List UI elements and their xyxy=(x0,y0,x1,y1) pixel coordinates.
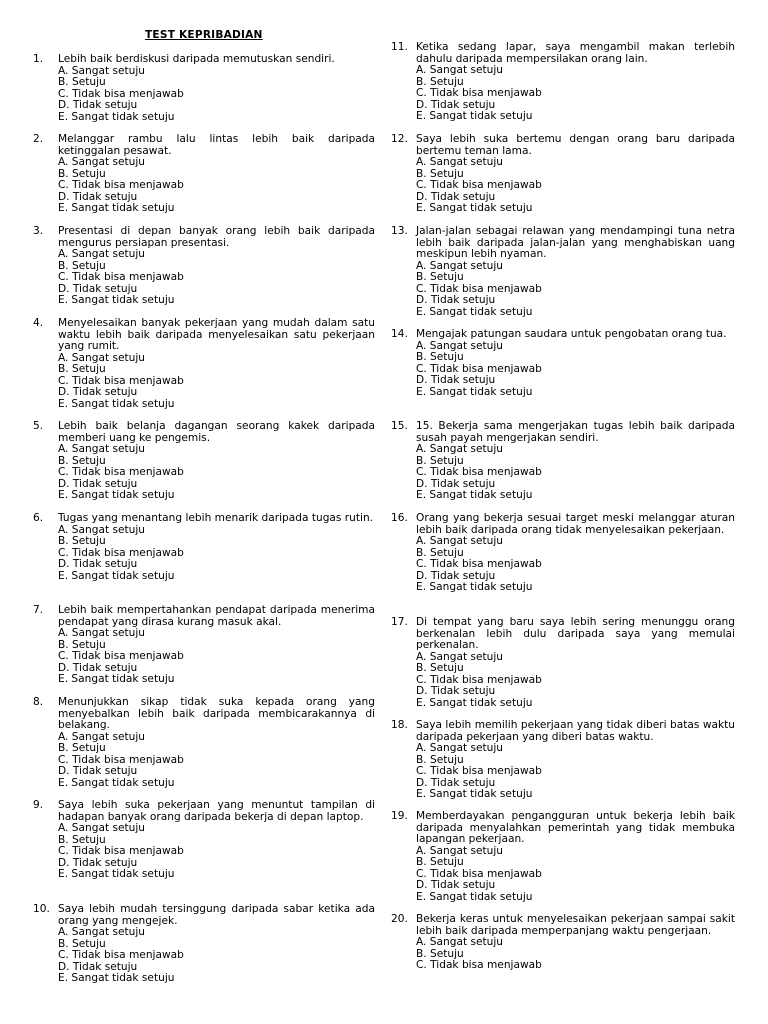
option-b[interactable]: B. Setuju xyxy=(58,535,106,547)
answer-options xyxy=(391,536,735,594)
option-d[interactable]: D. Tidak setuju xyxy=(416,569,496,582)
option-a[interactable]: A. Sangat setuju xyxy=(58,926,146,938)
answer-options xyxy=(33,157,375,215)
question-11 xyxy=(391,42,735,123)
answer-options xyxy=(391,652,735,710)
question-text: Ketika sedang lapar, saya mengambil makan terlebih dahulu daripada mempersilakan orang lain. xyxy=(416,41,735,65)
option-d[interactable]: D. Tidak setuju xyxy=(58,558,138,570)
option-a[interactable]: A. Sangat setuju xyxy=(416,742,504,754)
question-number: 15. xyxy=(391,420,408,432)
option-a[interactable]: A. Sangat setuju xyxy=(58,351,146,364)
option-c[interactable]: C. Tidak bisa menjawab xyxy=(58,546,184,559)
option-c[interactable]: C. Tidak bisa menjawab xyxy=(416,87,542,99)
option-c[interactable]: C. Tidak bisa menjawab xyxy=(58,271,184,283)
question-number: 4. xyxy=(33,317,44,329)
option-d[interactable]: D. Tidak setuju xyxy=(416,685,496,697)
option-d[interactable]: D. Tidak setuju xyxy=(58,856,138,869)
option-b[interactable]: B. Setuju xyxy=(58,833,106,846)
question-text: Lebih baik mempertahankan pendapat daripada menerima pendapat yang dirasa kurang masuk akal. xyxy=(58,604,375,628)
question-text: Lebih baik berdiskusi daripada memutuskan sendiri. xyxy=(58,53,335,65)
question-text: Orang yang bekerja sesuai target meski melanggar aturan lebih baik daripada orang tidak menyelesaikan pekerjaan. xyxy=(416,512,735,536)
question-text: Bekerja keras untuk menyelesaikan pekerjaan sampai sakit lebih baik daripada memperpanjang waktu pengerjaan. xyxy=(416,913,735,937)
option-a[interactable]: A. Sangat setuju xyxy=(58,64,146,77)
option-e[interactable]: E. Sangat tidak setuju xyxy=(58,673,175,685)
option-b[interactable]: B. Setuju xyxy=(416,753,464,766)
answer-options xyxy=(391,261,735,319)
option-d[interactable]: D. Tidak setuju xyxy=(416,190,496,203)
option-d[interactable]: D. Tidak setuju xyxy=(58,661,138,674)
answer-options xyxy=(391,341,735,399)
question-12 xyxy=(391,134,735,215)
option-d[interactable]: D. Tidak setuju xyxy=(58,477,138,490)
question-16 xyxy=(391,513,735,594)
option-d[interactable]: D. Tidak setuju xyxy=(58,99,138,111)
option-c[interactable]: C. Tidak bisa menjawab xyxy=(416,867,542,880)
option-e[interactable]: E. Sangat tidak setuju xyxy=(416,110,533,122)
question-text: Memberdayakan pengangguran untuk bekerja lebih baik daripada menyalahkan pemerintah yang tidak membuka lapangan pekerjaan. xyxy=(416,810,735,845)
option-e[interactable]: E. Sangat tidak setuju xyxy=(416,385,533,398)
option-e[interactable]: E. Sangat tidak setuju xyxy=(58,202,175,214)
option-e[interactable]: E. Sangat tidak setuju xyxy=(416,696,533,709)
option-c[interactable]: C. Tidak bisa menjawab xyxy=(58,179,184,191)
question-number: 14. xyxy=(391,328,408,340)
option-b[interactable]: B. Setuju xyxy=(416,167,464,180)
option-e[interactable]: E. Sangat tidak setuju xyxy=(58,569,175,582)
option-e[interactable]: E. Sangat tidak setuju xyxy=(58,397,175,410)
question-number: 9. xyxy=(33,799,44,811)
option-c[interactable]: C. Tidak bisa menjawab xyxy=(58,650,184,662)
option-b[interactable]: B. Setuju xyxy=(58,638,106,651)
option-b[interactable]: B. Setuju xyxy=(416,454,464,467)
question-18 xyxy=(391,720,735,801)
option-c[interactable]: C. Tidak bisa menjawab xyxy=(58,949,184,961)
question-text: Saya lebih memilih pekerjaan yang tidak diberi batas waktu daripada pekerjaan yang diberi batas waktu. xyxy=(416,719,735,743)
question-text: Saya lebih mudah tersinggung daripada sabar ketika ada orang yang mengejek. xyxy=(58,903,375,927)
option-c[interactable]: C. Tidak bisa menjawab xyxy=(416,362,542,375)
option-d[interactable]: D. Tidak setuju xyxy=(416,98,496,111)
option-e[interactable]: E. Sangat tidak setuju xyxy=(416,890,533,903)
option-e[interactable]: E. Sangat tidak setuju xyxy=(58,294,175,306)
question-number: 13. xyxy=(391,225,408,237)
option-c[interactable]: C. Tidak bisa menjawab xyxy=(58,845,184,857)
answer-options xyxy=(33,525,375,583)
option-a[interactable]: A. Sangat setuju xyxy=(416,64,504,76)
answer-options xyxy=(33,66,375,124)
answer-options xyxy=(391,937,735,972)
option-d[interactable]: D. Tidak setuju xyxy=(416,776,496,789)
question-5 xyxy=(33,421,375,502)
option-d[interactable]: D. Tidak setuju xyxy=(58,282,138,295)
option-c[interactable]: C. Tidak bisa menjawab xyxy=(58,466,184,478)
option-b[interactable]: B. Setuju xyxy=(416,947,464,960)
option-a[interactable]: A. Sangat setuju xyxy=(416,156,504,168)
answer-options xyxy=(33,249,375,307)
answer-options xyxy=(33,353,375,411)
question-number: 8. xyxy=(33,696,44,708)
answer-options xyxy=(391,846,735,904)
question-number: 18. xyxy=(391,719,408,731)
option-c[interactable]: C. Tidak bisa menjawab xyxy=(416,558,542,570)
option-b[interactable]: B. Setuju xyxy=(416,351,464,363)
question-text: 15. Bekerja sama mengerjakan tugas lebih baik daripada susah payah mengerjakan sendiri. xyxy=(416,420,735,444)
option-a[interactable]: A. Sangat setuju xyxy=(416,936,504,948)
document-title: TEST KEPRIBADIAN xyxy=(145,29,263,41)
question-text: Saya lebih suka pekerjaan yang menuntut tampilan di hadapan banyak orang daripada bekerja di depan laptop. xyxy=(58,799,375,823)
option-d[interactable]: D. Tidak setuju xyxy=(416,879,496,891)
option-a[interactable]: A. Sangat setuju xyxy=(416,535,504,547)
option-a[interactable]: A. Sangat setuju xyxy=(416,443,504,455)
option-e[interactable]: E. Sangat tidak setuju xyxy=(58,110,175,123)
option-a[interactable]: A. Sangat setuju xyxy=(58,627,146,639)
answer-options xyxy=(391,157,735,215)
question-number: 2. xyxy=(33,133,44,145)
option-c[interactable]: C. Tidak bisa menjawab xyxy=(58,374,184,387)
question-number: 11. xyxy=(391,41,408,53)
question-2 xyxy=(33,134,375,215)
option-e[interactable]: E. Sangat tidak setuju xyxy=(416,305,533,318)
option-a[interactable]: A. Sangat setuju xyxy=(58,730,146,743)
option-e[interactable]: E. Sangat tidak setuju xyxy=(416,581,533,593)
question-15 xyxy=(391,421,735,502)
option-b[interactable]: B. Setuju xyxy=(58,742,106,754)
answer-options xyxy=(33,823,375,881)
answer-options xyxy=(391,444,735,502)
question-text: Menunjukkan sikap tidak suka kepada orang yang menyebalkan lebih baik daripada membicarakannya di belakang. xyxy=(58,696,375,731)
option-c[interactable]: C. Tidak bisa menjawab xyxy=(416,179,542,191)
option-a[interactable]: A. Sangat setuju xyxy=(416,339,504,352)
option-b[interactable]: B. Setuju xyxy=(58,454,106,467)
option-e[interactable]: E. Sangat tidak setuju xyxy=(416,202,533,214)
option-a[interactable]: A. Sangat setuju xyxy=(58,248,146,260)
option-c[interactable]: C. Tidak bisa menjawab xyxy=(58,753,184,766)
answer-options xyxy=(391,743,735,801)
question-text: Saya lebih suka bertemu dengan orang baru daripada bertemu teman lama. xyxy=(416,133,735,157)
question-text: Lebih baik belanja dagangan seorang kakek daripada memberi uang ke pengemis. xyxy=(58,420,375,444)
answer-options xyxy=(391,65,735,123)
option-e[interactable]: E. Sangat tidak setuju xyxy=(416,489,533,501)
question-4 xyxy=(33,318,375,410)
option-d[interactable]: D. Tidak setuju xyxy=(58,386,138,398)
question-9 xyxy=(33,800,375,881)
option-a[interactable]: A. Sangat setuju xyxy=(58,443,146,455)
answer-options xyxy=(33,628,375,686)
option-d[interactable]: D. Tidak setuju xyxy=(58,190,138,203)
question-1 xyxy=(33,54,375,123)
option-c[interactable]: C. Tidak bisa menjawab xyxy=(58,87,184,100)
question-number: 7. xyxy=(33,604,44,616)
option-a[interactable]: A. Sangat setuju xyxy=(416,844,504,857)
option-c[interactable]: C. Tidak bisa menjawab xyxy=(416,466,542,478)
option-c[interactable]: C. Tidak bisa menjawab xyxy=(416,282,542,295)
option-a[interactable]: A. Sangat setuju xyxy=(58,523,146,536)
option-a[interactable]: A. Sangat setuju xyxy=(58,822,146,834)
question-6 xyxy=(33,513,375,582)
option-d[interactable]: D. Tidak setuju xyxy=(416,374,496,386)
question-number: 16. xyxy=(391,512,408,524)
question-8 xyxy=(33,697,375,789)
option-d[interactable]: D. Tidak setuju xyxy=(58,960,138,973)
option-c[interactable]: C. Tidak bisa menjawab xyxy=(416,959,542,971)
answer-options xyxy=(33,444,375,502)
question-7 xyxy=(33,605,375,686)
option-c[interactable]: C. Tidak bisa menjawab xyxy=(416,765,542,777)
option-b[interactable]: B. Setuju xyxy=(58,363,106,375)
question-text: Melanggar rambu lalu lintas lebih baik daripada ketinggalan pesawat. xyxy=(58,133,375,157)
question-text: Mengajak patungan saudara untuk pengobatan orang tua. xyxy=(416,328,727,340)
question-19 xyxy=(391,811,735,903)
question-text: Tugas yang menantang lebih menarik daripada tugas rutin. xyxy=(58,512,374,524)
option-b[interactable]: B. Setuju xyxy=(416,546,464,559)
option-a[interactable]: A. Sangat setuju xyxy=(58,156,146,168)
option-e[interactable]: E. Sangat tidak setuju xyxy=(58,776,175,789)
question-13 xyxy=(391,226,735,318)
option-b[interactable]: B. Setuju xyxy=(58,937,106,950)
answer-options xyxy=(33,732,375,790)
question-text: Jalan-jalan sebagai relawan yang mendampingi tuna netra lebih baik daripada jalan-jalan yang menghabiskan uang meskipun lebih nyaman. xyxy=(416,225,735,260)
option-a[interactable]: A. Sangat setuju xyxy=(416,259,504,272)
option-e[interactable]: E. Sangat tidak setuju xyxy=(58,868,175,880)
option-d[interactable]: D. Tidak setuju xyxy=(58,765,138,777)
option-e[interactable]: E. Sangat tidak setuju xyxy=(416,788,533,800)
question-number: 17. xyxy=(391,616,408,628)
option-b[interactable]: B. Setuju xyxy=(58,76,106,88)
option-a[interactable]: A. Sangat setuju xyxy=(416,650,504,663)
option-b[interactable]: B. Setuju xyxy=(416,271,464,283)
option-b[interactable]: B. Setuju xyxy=(416,856,464,868)
question-14 xyxy=(391,329,735,398)
option-e[interactable]: E. Sangat tidak setuju xyxy=(58,489,175,501)
option-b[interactable]: B. Setuju xyxy=(58,259,106,272)
question-number: 20. xyxy=(391,913,408,925)
option-b[interactable]: B. Setuju xyxy=(416,75,464,88)
option-d[interactable]: D. Tidak setuju xyxy=(416,477,496,490)
question-number: 1. xyxy=(33,53,44,65)
question-17 xyxy=(391,617,735,709)
question-number: 12. xyxy=(391,133,408,145)
question-10 xyxy=(33,904,375,985)
question-20 xyxy=(391,914,735,972)
question-text: Presentasi di depan banyak orang lebih baik daripada mengurus persiapan presentasi. xyxy=(58,225,375,249)
question-text: Menyelesaikan banyak pekerjaan yang mudah dalam satu waktu lebih baik daripada menyelesaikan satu pekerjaan yang rumit. xyxy=(58,317,375,352)
question-number: 5. xyxy=(33,420,44,432)
question-number: 19. xyxy=(391,810,408,822)
option-b[interactable]: B. Setuju xyxy=(58,167,106,180)
option-e[interactable]: E. Sangat tidak setuju xyxy=(58,972,175,984)
option-d[interactable]: D. Tidak setuju xyxy=(416,294,496,306)
option-b[interactable]: B. Setuju xyxy=(416,662,464,674)
question-3 xyxy=(33,226,375,307)
question-number: 6. xyxy=(33,512,44,524)
answer-options xyxy=(33,927,375,985)
question-number: 3. xyxy=(33,225,44,237)
option-c[interactable]: C. Tidak bisa menjawab xyxy=(416,673,542,686)
question-text: Di tempat yang baru saya lebih sering menunggu orang berkenalan lebih dulu daripada saya yang memulai perkenalan. xyxy=(416,616,735,651)
question-number: 10. xyxy=(33,903,50,915)
